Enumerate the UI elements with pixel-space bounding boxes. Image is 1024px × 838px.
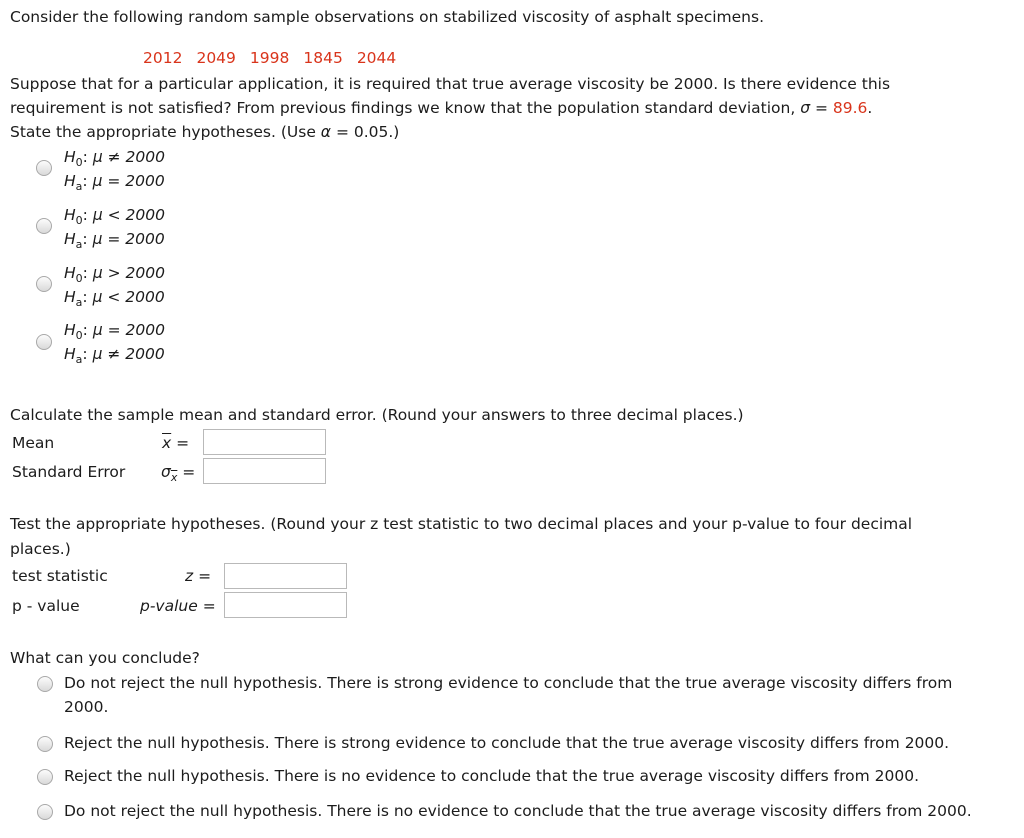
mean-input[interactable] — [203, 429, 326, 455]
hypotheses-prompt-text: State the appropriate hypotheses. (Use — [10, 123, 321, 141]
standard-error-input[interactable] — [203, 458, 326, 484]
conclusion-option-4: Do not reject the null hypothesis. There is no evidence to conclude that the true average viscosity differs from 2000. — [64, 802, 972, 820]
mean-label: Mean — [12, 434, 55, 452]
hypothesis-ha-1: $H_a$: μ = 2000 — [64, 172, 165, 194]
conclusion-radio-3[interactable] — [37, 769, 53, 785]
observation-value: 2044 — [356, 49, 397, 67]
sigma-equals: = — [810, 99, 833, 117]
calc-prompt: Calculate the sample mean and standard error. (Round your answers to three decimal places.) — [10, 406, 744, 424]
observation-value: 2049 — [196, 49, 236, 67]
hypothesis-radio-2[interactable] — [36, 218, 52, 234]
hypothesis-ha-4: $H_a$: μ ≠ 2000 — [64, 345, 165, 367]
intro-text: Consider the following random sample observations on stabilized viscosity of asphalt specimens. — [10, 8, 765, 26]
hypothesis-h0-4: $H_0$: μ = 2000 — [64, 321, 165, 343]
question-line-2-end: . — [867, 99, 873, 117]
test-prompt-line-2: places.) — [10, 540, 71, 558]
hypothesis-h0-2: $H_0$: μ < 2000 — [64, 206, 165, 228]
se-symbol: $\sigma_{\overline{x}}$ = — [161, 463, 196, 485]
conclusion-option-1: Do not reject the null hypothesis. There is strong evidence to conclude that the true average viscosity differs from — [64, 674, 953, 692]
observations — [143, 49, 396, 67]
hypotheses-prompt — [10, 123, 399, 141]
z-statistic-input[interactable] — [224, 563, 347, 589]
test-prompt-line-1: Test the appropriate hypotheses. (Round your z test statistic to two decimal places and your p-value to four decimal — [10, 515, 913, 533]
conclude-prompt: What can you conclude? — [10, 649, 200, 667]
hypothesis-radio-1[interactable] — [36, 160, 52, 176]
conclusion-option-3: Reject the null hypothesis. There is no evidence to conclude that the true average viscosity differs from 2000. — [64, 767, 920, 785]
hypothesis-radio-4[interactable] — [36, 334, 52, 350]
question-line-2-text: requirement is not satisfied? From previous findings we know that the population standard deviation, — [10, 99, 801, 117]
z-symbol: z = — [185, 567, 212, 585]
se-label: Standard Error — [12, 463, 126, 481]
sigma-value: 89.6 — [832, 99, 868, 117]
question-line-2 — [10, 99, 872, 117]
mean-symbol: $\overline{x}$ = — [162, 434, 190, 452]
question-line-1: Suppose that for a particular application, it is required that true average viscosity be 2000. Is there evidence this — [10, 75, 891, 93]
observation-value: 2012 — [143, 49, 183, 67]
hypothesis-h0-1: $H_0$: μ ≠ 2000 — [64, 148, 165, 170]
hypothesis-radio-3[interactable] — [36, 276, 52, 292]
p-value-input[interactable] — [224, 592, 347, 618]
hypothesis-h0-3: $H_0$: μ > 2000 — [64, 264, 165, 286]
hypothesis-ha-3: $H_a$: μ < 2000 — [64, 288, 165, 310]
conclusion-radio-1[interactable] — [37, 676, 53, 692]
observation-value: 1845 — [303, 49, 343, 67]
hypotheses-prompt-end: = 0.05.) — [331, 123, 400, 141]
conclusion-radio-4[interactable] — [37, 804, 53, 820]
observation-value: 1998 — [249, 49, 290, 67]
p-value-label: p - value — [12, 597, 80, 615]
conclusion-option-2: Reject the null hypothesis. There is strong evidence to conclude that the true average viscosity differs from 2000. — [64, 734, 950, 752]
alpha-symbol: α — [320, 123, 332, 141]
hypothesis-ha-2: $H_a$: μ = 2000 — [64, 230, 165, 252]
test-statistic-label: test statistic — [12, 567, 108, 585]
p-value-symbol: p-value = — [140, 597, 216, 615]
sigma-symbol: σ — [800, 99, 811, 117]
conclusion-radio-2[interactable] — [37, 736, 53, 752]
conclusion-option-1-cont: 2000. — [64, 698, 109, 716]
